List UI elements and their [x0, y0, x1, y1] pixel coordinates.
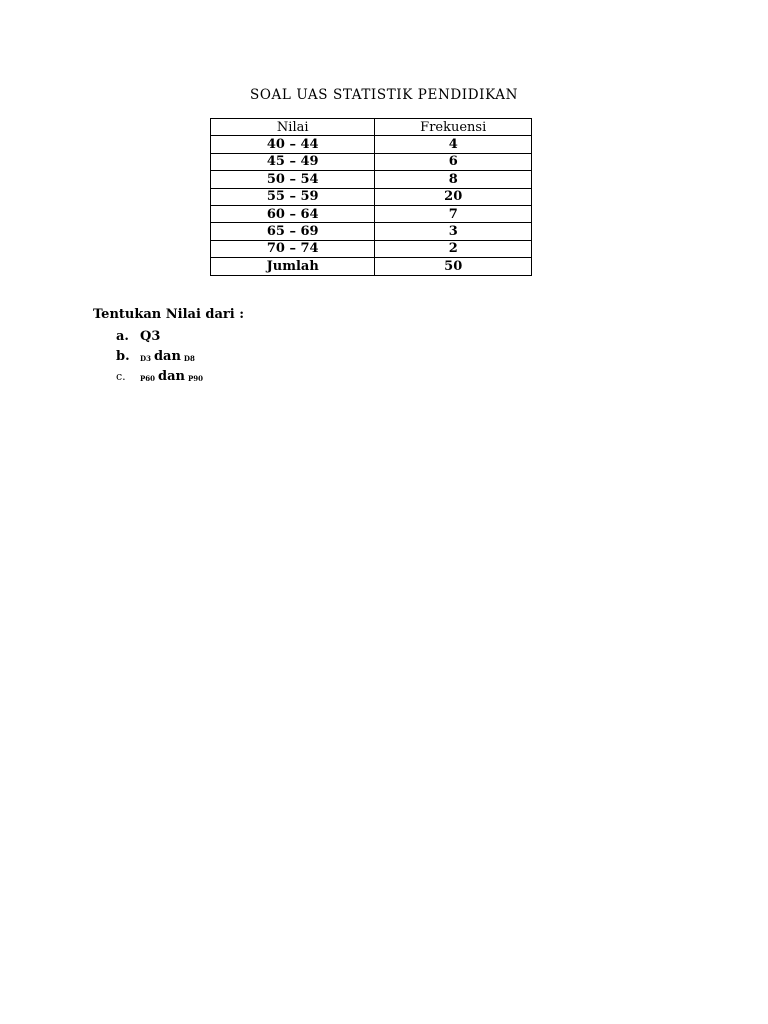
table-row — [211, 188, 532, 205]
cell-frekuensi: 7 — [375, 205, 532, 222]
cell-frekuensi: 4 — [375, 136, 532, 153]
table-header-row — [211, 119, 532, 136]
question-item-a — [116, 327, 203, 347]
table-row — [211, 205, 532, 222]
cell-frekuensi: 20 — [375, 188, 532, 205]
question-marker: c. — [116, 370, 126, 383]
total-label: Jumlah — [211, 258, 375, 275]
question-text: Q3 — [140, 329, 161, 344]
cell-nilai: 60 – 64 — [211, 205, 375, 222]
question-symbol: D8 — [183, 354, 195, 363]
table-row — [211, 171, 532, 188]
cell-nilai: 55 – 59 — [211, 188, 375, 205]
cell-frekuensi: 2 — [375, 240, 532, 257]
column-header-nilai: Nilai — [211, 119, 375, 136]
question-marker: a. — [116, 329, 129, 344]
table-row — [211, 223, 532, 240]
question-symbol: P60 — [140, 374, 156, 383]
question-symbol: P90 — [187, 374, 203, 383]
cell-frekuensi: 3 — [375, 223, 532, 240]
question-conjunction: dan — [153, 349, 181, 364]
question-conjunction: dan — [158, 369, 185, 384]
cell-nilai: 70 – 74 — [211, 240, 375, 257]
instruction-text: Tentukan Nilai dari : — [93, 307, 245, 322]
question-item-b — [116, 347, 203, 367]
question-symbol: D3 — [140, 354, 151, 363]
cell-frekuensi: 6 — [375, 153, 532, 170]
cell-nilai: 65 – 69 — [211, 223, 375, 240]
question-list — [116, 327, 203, 387]
table-row — [211, 240, 532, 257]
column-header-frekuensi: Frekuensi — [375, 119, 532, 136]
cell-nilai: 40 – 44 — [211, 136, 375, 153]
question-marker: b. — [116, 349, 130, 364]
cell-nilai: 50 – 54 — [211, 171, 375, 188]
cell-frekuensi: 8 — [375, 171, 532, 188]
cell-nilai: 45 – 49 — [211, 153, 375, 170]
document-title: SOAL UAS STATISTIK PENDIDIKAN — [250, 87, 518, 103]
table-total-row — [211, 258, 532, 275]
frequency-table — [210, 118, 532, 276]
table-row — [211, 153, 532, 170]
table-row — [211, 136, 532, 153]
question-item-c — [116, 367, 203, 387]
total-value: 50 — [375, 258, 532, 275]
